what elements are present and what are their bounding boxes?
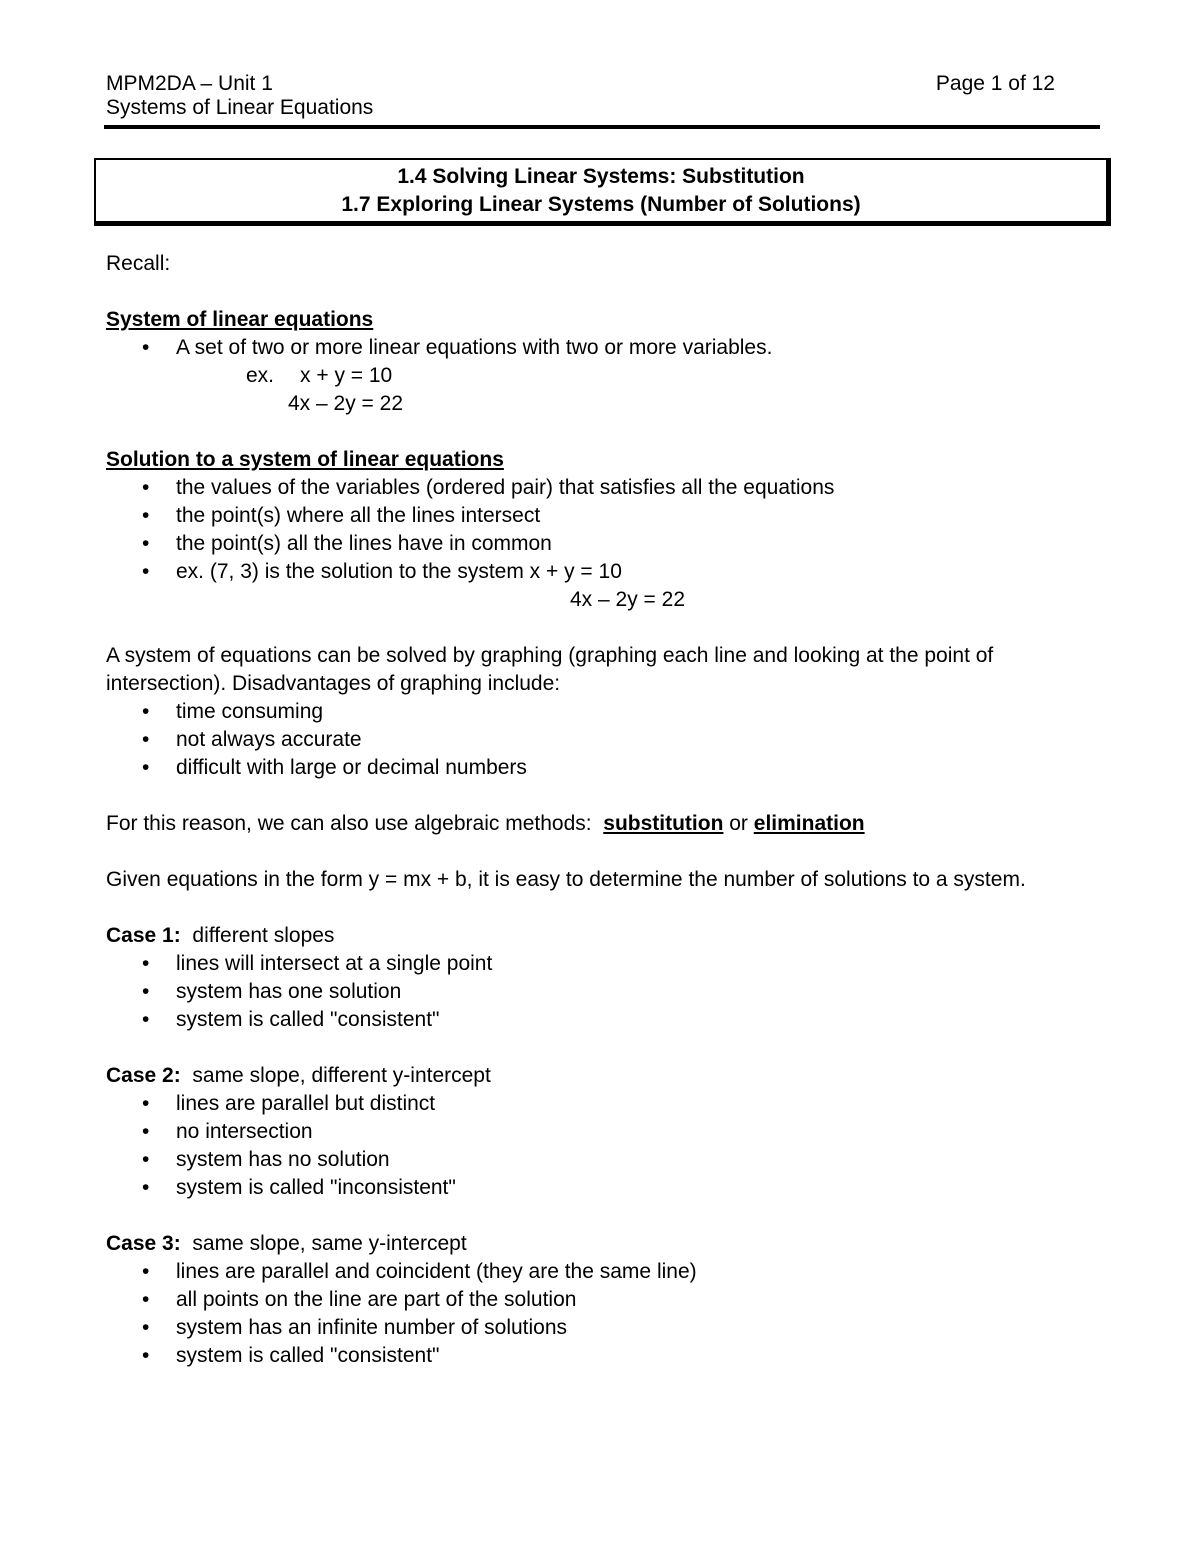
case-desc: same slope, different y-intercept bbox=[180, 1064, 491, 1087]
list-item: • system has one solution bbox=[106, 978, 1086, 1006]
list-item: • lines are parallel and coincident (they are the same line) bbox=[106, 1258, 1086, 1286]
graphing-paragraph: A system of equations can be solved by graphing (graphing each line and looking at the point of intersection). Disadvantages of graphing include: bbox=[106, 644, 994, 695]
list-item: • system has no solution bbox=[106, 1146, 1086, 1174]
case-3-heading bbox=[106, 1230, 1086, 1258]
list-item: • time consuming bbox=[106, 698, 1086, 726]
list-item: • lines will intersect at a single point bbox=[106, 950, 1086, 978]
methods-line: For this reason, we can also use algebraic methods: substitution or elimination bbox=[106, 812, 865, 835]
list-item: • system is called "consistent" bbox=[106, 1006, 1086, 1034]
ex-label: ex. bbox=[246, 364, 275, 387]
page-number: Page 1 of 12 bbox=[935, 72, 1055, 95]
list-item: • system is called "consistent" bbox=[106, 1342, 1086, 1370]
page-header-left bbox=[106, 72, 373, 120]
example-eq-1 bbox=[106, 362, 1086, 390]
list-item: • ex. (7, 3) is the solution to the system x + y = 10 bbox=[106, 558, 1086, 586]
list-item: • system has an infinite number of solutions bbox=[106, 1314, 1086, 1342]
case-desc: different slopes bbox=[180, 924, 335, 947]
list-item: • the point(s) where all the lines intersect bbox=[106, 502, 1086, 530]
case-3-list bbox=[106, 1258, 1086, 1370]
document-body bbox=[106, 250, 1086, 1370]
list-item: • A set of two or more linear equations with two or more variables. bbox=[106, 334, 1086, 362]
solution-list bbox=[106, 474, 1086, 586]
case-2-heading bbox=[106, 1062, 1086, 1090]
solution-heading: Solution to a system of linear equations bbox=[106, 448, 504, 471]
substitution-term: substitution bbox=[603, 812, 724, 835]
case-label: Case 2: bbox=[106, 1064, 181, 1087]
course-code: MPM2DA – Unit 1 bbox=[106, 72, 273, 95]
system-heading: System of linear equations bbox=[106, 308, 374, 331]
title-box bbox=[94, 158, 1111, 226]
elimination-term: elimination bbox=[753, 812, 865, 835]
form-paragraph: Given equations in the form y = mx + b, it is easy to determine the number of solutions to a system. bbox=[106, 868, 1026, 891]
disadvantages-list bbox=[106, 698, 1086, 782]
case-label: Case 1: bbox=[106, 924, 181, 947]
system-list bbox=[106, 334, 1086, 362]
list-item: • lines are parallel but distinct bbox=[106, 1090, 1086, 1118]
case-desc: same slope, same y-intercept bbox=[180, 1232, 467, 1255]
title-line-1: 1.4 Solving Linear Systems: Substitution bbox=[397, 165, 805, 188]
recall-label: Recall: bbox=[106, 252, 171, 275]
case-1-list bbox=[106, 950, 1086, 1034]
list-item: • system is called "inconsistent" bbox=[106, 1174, 1086, 1202]
example-eq-2: 4x – 2y = 22 bbox=[288, 392, 403, 415]
unit-title: Systems of Linear Equations bbox=[106, 96, 374, 119]
case-label: Case 3: bbox=[106, 1232, 181, 1255]
list-item: • no intersection bbox=[106, 1118, 1086, 1146]
list-item: • all points on the line are part of the solution bbox=[106, 1286, 1086, 1314]
list-item: • not always accurate bbox=[106, 726, 1086, 754]
list-item: • the values of the variables (ordered pair) that satisfies all the equations bbox=[106, 474, 1086, 502]
case-1-heading bbox=[106, 922, 1086, 950]
title-line-2: 1.7 Exploring Linear Systems (Number of Solutions) bbox=[341, 193, 861, 216]
solution-eq-2: 4x – 2y = 22 bbox=[570, 588, 685, 611]
equation: x + y = 10 bbox=[300, 364, 393, 387]
header-rule bbox=[104, 125, 1100, 129]
list-item: • the point(s) all the lines have in common bbox=[106, 530, 1086, 558]
case-2-list bbox=[106, 1090, 1086, 1202]
list-item: • difficult with large or decimal numbers bbox=[106, 754, 1086, 782]
